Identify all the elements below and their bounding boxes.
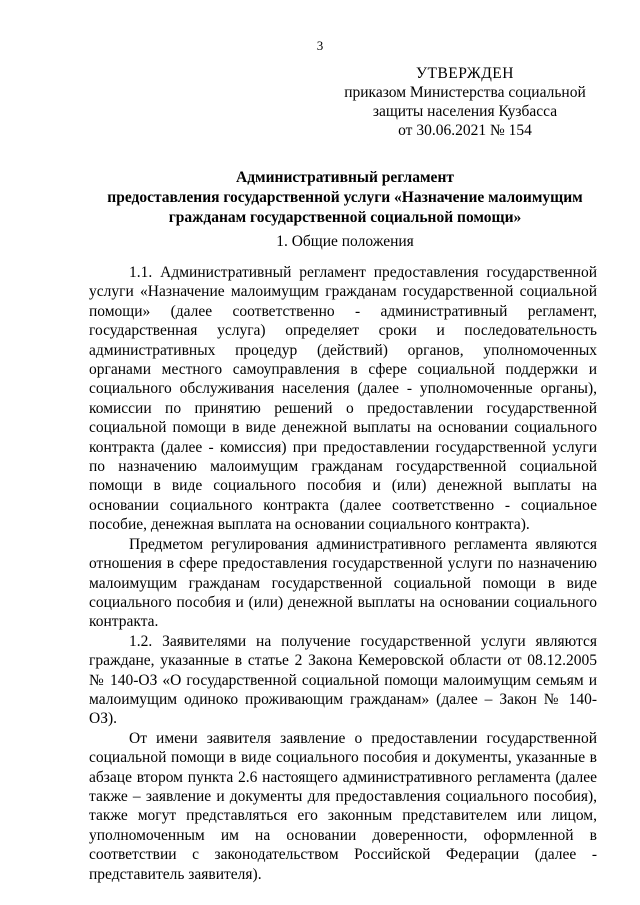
document-title bbox=[60, 168, 630, 228]
section-heading: 1. Общие положения bbox=[276, 233, 414, 250]
paragraph-1-1: 1.1. Административный регламент предоставления государственной услуги «Назначение малоимущим гражданам государственной социальной помощи» (далее соответственно - административный регламент, государственная услуга) определяет сроки и последовательность административных процедур (действий) органов, уполномоченных органами местного самоуправления в сфере социальной поддержки и социального обслуживания населения (далее - уполномоченные органы), комиссии по принятию решений о предоставлении государственной социальной помощи в виде денежной выплаты на основании социального контракта (далее - комиссия) при предоставлении государственной услуги по назначению малоимущим гражданам государственной социальной помощи в виде социального пособия и (или) денежной выплаты на основании социального контракта (далее соответственно - социальное пособие, денежная выплата на основании социального контракта). bbox=[89, 264, 597, 534]
approval-line-2: защиты населения Кузбасса bbox=[372, 103, 558, 120]
title-line-2: предоставления государственной услуги «Назначение малоимущим bbox=[107, 189, 583, 206]
page-number: 3 bbox=[316, 38, 324, 53]
body-text bbox=[89, 263, 597, 884]
approval-line-3: от 30.06.2021 № 154 bbox=[398, 122, 532, 139]
approval-line-1: приказом Министерства социальной bbox=[344, 84, 586, 101]
title-line-3: гражданам государственной социальной помощи» bbox=[168, 209, 522, 226]
title-line-1: Административный регламент bbox=[236, 169, 454, 186]
paragraph-1-2: 1.2. Заявителями на получение государственной услуги являются граждане, указанные в статье 2 Закона Кемеровской области от 08.12.2005 № 140-ОЗ «О государственной социальной помощи малоимущим семьям и малоимущим одиноко проживающим гражданам» (далее – Закон № 140-ОЗ). bbox=[89, 632, 597, 728]
paragraph-representative: От имени заявителя заявление о предоставлении государственной социальной помощи в виде социального пособия и документы, указанные в абзаце втором пункта 2.6 настоящего административного регламента (далее также – заявление и документы для предоставления социального пособия), также могут представляться его законным представителем или лицом, уполномоченным им на основании доверенности, оформленной в соответствии с законодательством Российской Федерации (далее - представитель заявителя). bbox=[89, 729, 597, 883]
approval-label: УТВЕРЖДЕН bbox=[416, 65, 514, 82]
paragraph-subject: Предметом регулирования административного регламента являются отношения в сфере предоставления государственной услуги по назначению малоимущим гражданам государственной социальной помощи в виде социального пособия и (или) денежной выплаты на основании социального контракта. bbox=[89, 535, 597, 631]
approval-stamp bbox=[330, 64, 600, 140]
